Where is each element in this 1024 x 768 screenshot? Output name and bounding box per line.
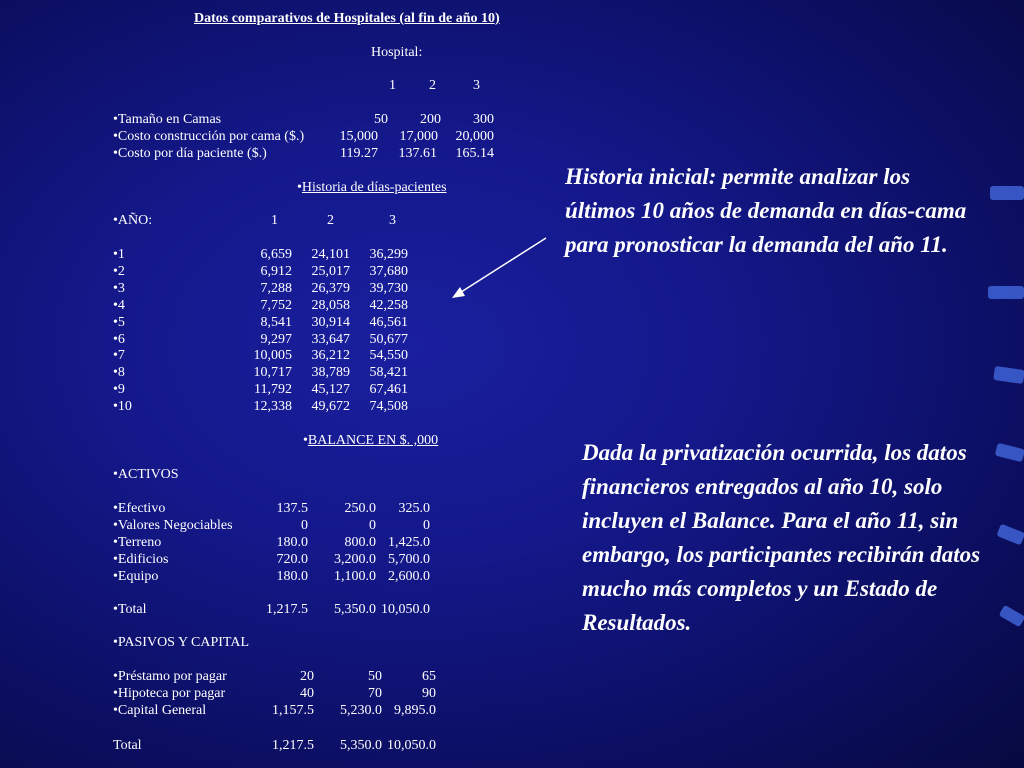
activos-label: •ACTIVOS bbox=[113, 467, 179, 482]
hospital-row-label: •Tamaño en Camas bbox=[113, 112, 222, 127]
history-row-value: 45,127 bbox=[311, 382, 350, 398]
pasivos-row-value: 90 bbox=[422, 685, 436, 701]
pasivos-row-value: 5,230.0 bbox=[340, 702, 382, 718]
activos-total-label: •Total bbox=[113, 602, 147, 617]
page-title: Datos comparativos de Hospitales (al fin de año 10) bbox=[194, 11, 500, 26]
history-row-value: 8,541 bbox=[260, 314, 292, 330]
pasivos-total-label: Total bbox=[113, 738, 142, 753]
pasivos-row-value: 20 bbox=[300, 669, 314, 684]
history-row-value: 10,717 bbox=[253, 365, 292, 381]
activos-row-value: 1,100.0 bbox=[334, 568, 376, 584]
history-row-value: 28,058 bbox=[311, 297, 350, 313]
activos-row-label: •Terreno bbox=[113, 534, 162, 550]
history-row-label: •9 bbox=[113, 382, 125, 398]
history-row-label: •7 bbox=[113, 348, 125, 364]
activos-row-label: •Edificios bbox=[113, 551, 169, 567]
hospital-row-value: 15,000 bbox=[339, 129, 378, 144]
note-balance bbox=[582, 436, 1018, 640]
history-row-label: •6 bbox=[113, 331, 125, 347]
note-balance-after: . Para el año 11, sin embargo, los participantes recibirán datos mucho más completos y un Estado de Resultados. bbox=[582, 508, 981, 635]
hospital-row-value: 300 bbox=[473, 112, 494, 127]
hospital-row-value: 165.14 bbox=[455, 146, 494, 161]
history-row-value: 11,792 bbox=[254, 382, 292, 398]
history-row-value: 7,288 bbox=[260, 280, 292, 296]
history-row-value: 33,647 bbox=[311, 331, 350, 347]
hospital-row-value: 20,000 bbox=[455, 129, 494, 144]
balance-heading bbox=[303, 432, 438, 449]
balance-heading-text: BALANCE EN $. ,000 bbox=[307, 433, 439, 448]
history-heading-text: Historia de días-pacientes bbox=[301, 180, 447, 195]
pasivos-row-label: •Préstamo por pagar bbox=[113, 669, 227, 684]
activos-total-value: 1,217.5 bbox=[266, 602, 308, 617]
history-row-label: •5 bbox=[113, 314, 125, 330]
history-row-value: 36,299 bbox=[369, 247, 408, 262]
note-balance-before: Dada la privatización ocurrida, los datos financieros entregados al año 10, solo incluyen el bbox=[582, 440, 967, 533]
pasivos-row-value: 65 bbox=[422, 669, 436, 684]
hospital-row-label: •Costo por día paciente ($.) bbox=[113, 146, 267, 161]
history-row-value: 12,338 bbox=[253, 399, 292, 415]
hospital-row-value: 200 bbox=[420, 112, 441, 127]
note-balance-em: Balance bbox=[691, 508, 770, 533]
pasivos-total-value: 1,217.5 bbox=[272, 738, 314, 753]
hospital-row-label: •Costo construcción por cama ($.) bbox=[113, 129, 305, 144]
activos-row-value: 137.5 bbox=[276, 501, 308, 516]
hospital-label: Hospital: bbox=[371, 45, 423, 60]
history-row-label: •8 bbox=[113, 365, 125, 381]
year-header-value: 1 bbox=[271, 213, 278, 228]
history-row-value: 25,017 bbox=[311, 263, 350, 279]
activos-row-value: 180.0 bbox=[276, 534, 308, 550]
activos-row-value: 180.0 bbox=[276, 568, 308, 584]
hospital-number-2: 2 bbox=[429, 78, 436, 93]
balance-heading-bullet: • bbox=[303, 433, 308, 448]
pasivos-row-value: 9,895.0 bbox=[394, 702, 436, 718]
activos-row-value: 325.0 bbox=[398, 501, 430, 516]
hospital-number-3: 3 bbox=[473, 78, 480, 93]
history-row-value: 37,680 bbox=[369, 263, 408, 279]
hospital-number-1: 1 bbox=[389, 78, 396, 93]
year-header-value: 3 bbox=[389, 213, 396, 228]
history-row-value: 9,297 bbox=[260, 331, 292, 347]
history-row-value: 6,912 bbox=[260, 263, 292, 279]
pasivos-total-value: 10,050.0 bbox=[387, 738, 436, 753]
history-row-value: 46,561 bbox=[369, 314, 408, 330]
activos-total-value: 10,050.0 bbox=[381, 602, 430, 617]
history-row-value: 30,914 bbox=[311, 314, 350, 330]
activos-row-label: •Equipo bbox=[113, 568, 159, 584]
activos-row-value: 250.0 bbox=[344, 501, 376, 516]
pasivos-label: •PASIVOS Y CAPITAL bbox=[113, 635, 250, 650]
history-heading-bullet: • bbox=[297, 180, 302, 195]
history-row-label: •10 bbox=[113, 399, 132, 415]
history-row-value: 54,550 bbox=[369, 348, 408, 364]
history-row-value: 49,672 bbox=[311, 399, 350, 415]
hospital-row-value: 119.27 bbox=[340, 146, 378, 161]
history-row-value: 42,258 bbox=[369, 297, 408, 313]
activos-row-value: 0 bbox=[423, 517, 430, 533]
pasivos-row-value: 40 bbox=[300, 685, 314, 701]
pasivos-row-value: 50 bbox=[368, 669, 382, 684]
activos-row-value: 5,700.0 bbox=[388, 551, 430, 567]
activos-row-value: 1,425.0 bbox=[388, 534, 430, 550]
activos-row-value: 0 bbox=[369, 517, 376, 533]
history-row-value: 36,212 bbox=[311, 348, 350, 364]
history-row-value: 10,005 bbox=[253, 348, 292, 364]
pasivos-row-value: 70 bbox=[368, 685, 382, 701]
history-row-label: •4 bbox=[113, 297, 125, 313]
pasivos-total-value: 5,350.0 bbox=[340, 738, 382, 753]
activos-row-value: 0 bbox=[301, 517, 308, 533]
hospital-row-value: 17,000 bbox=[399, 129, 438, 144]
note-history: Historia inicial: permite analizar los últimos 10 años de demanda en días-cama para pronosticar la demanda del año 11. bbox=[565, 164, 967, 257]
hospital-row-value: 50 bbox=[374, 112, 388, 127]
history-row-value: 7,752 bbox=[260, 297, 292, 313]
history-heading bbox=[297, 179, 447, 196]
pasivos-row-value: 1,157.5 bbox=[272, 702, 314, 718]
activos-row-label: •Efectivo bbox=[113, 501, 166, 516]
history-row-value: 67,461 bbox=[369, 382, 408, 398]
year-header-label: •AÑO: bbox=[113, 213, 153, 228]
activos-total-value: 5,350.0 bbox=[334, 602, 376, 617]
history-row-value: 74,508 bbox=[369, 399, 408, 415]
hospital-row-value: 137.61 bbox=[398, 146, 437, 161]
activos-row-value: 3,200.0 bbox=[334, 551, 376, 567]
history-row-value: 50,677 bbox=[369, 331, 408, 347]
history-row-label: •3 bbox=[113, 280, 125, 296]
activos-row-value: 2,600.0 bbox=[388, 568, 430, 584]
history-row-value: 39,730 bbox=[369, 280, 408, 296]
activos-row-value: 720.0 bbox=[276, 551, 308, 567]
history-row-value: 38,789 bbox=[311, 365, 350, 381]
pasivos-row-label: •Hipoteca por pagar bbox=[113, 685, 226, 701]
activos-row-label: •Valores Negociables bbox=[113, 517, 233, 533]
history-row-value: 24,101 bbox=[311, 247, 350, 262]
history-row-value: 58,421 bbox=[369, 365, 408, 381]
history-row-label: •1 bbox=[113, 247, 125, 262]
history-row-value: 6,659 bbox=[260, 247, 292, 262]
year-header-value: 2 bbox=[327, 213, 334, 228]
history-row-value: 26,379 bbox=[311, 280, 350, 296]
activos-row-value: 800.0 bbox=[344, 534, 376, 550]
history-row-label: •2 bbox=[113, 263, 125, 279]
pasivos-row-label: •Capital General bbox=[113, 702, 207, 718]
